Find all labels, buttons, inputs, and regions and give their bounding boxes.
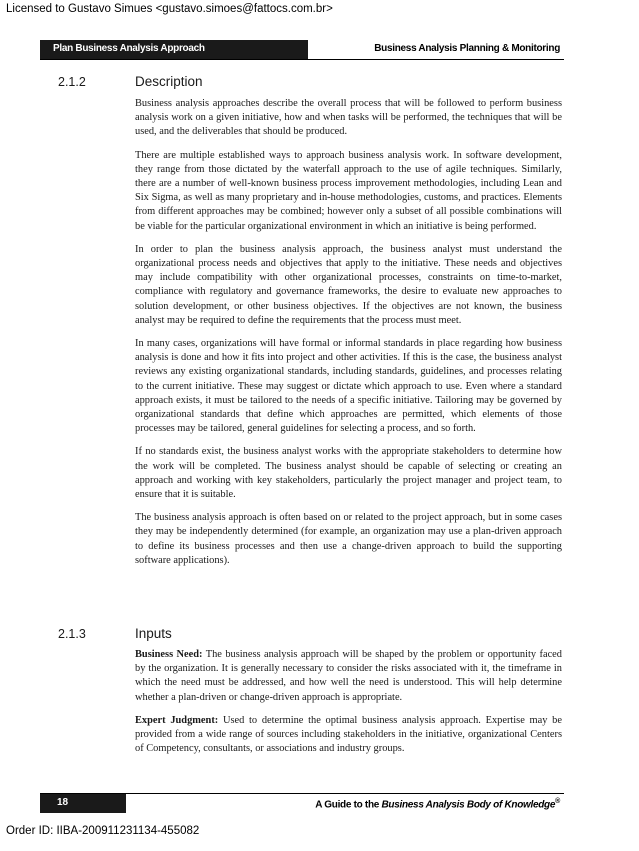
license-line: Licensed to Gustavo Simues <gustavo.simoes@fattocs.com.br> <box>6 3 333 15</box>
footer-title: Business Analysis Body of Knowledge <box>381 799 556 811</box>
section-number: 2.1.3 <box>58 627 86 641</box>
input-term: Expert Judgment: <box>135 714 219 726</box>
paragraph: There are multiple established ways to approach business analysis work. In software development, they range from those dictated by the waterfall approach to the use of agile techniques. Similarly, there are a number of well-known business process improvement methodologies, including Lean and Six Sigma, as well as many proprietary and in-house methodologies, customs, and practices. Elements from different approaches may be combined; however only a subset of all possible combinations will be viable for the particular organizational environment in which an initiative is being performed. <box>135 149 562 232</box>
page-header <box>40 40 564 60</box>
input-item <box>135 714 562 757</box>
page-number: 18 <box>57 797 69 808</box>
input-text: The business analysis approach will be shaped by the problem or opportunity faced by the organization. It is generally necessary to consider the risks associated with it, the timeframe in which the need must be addressed, and how well the need is understood. This will help determine whether a plan-driven or change-driven approach is appropriate. <box>135 649 562 703</box>
paragraph: If no standards exist, the business analyst works with the appropriate stakeholders to determine how the work will be completed. The business analyst should be capable of selecting or creating an approach and working with key stakeholders, particularly the project manager and project team, to ensure that it is suitable. <box>135 446 562 501</box>
section-title: Inputs <box>135 626 172 641</box>
footer-block <box>40 794 126 813</box>
registered-mark: ® <box>555 798 560 805</box>
order-id-line: Order ID: IIBA-200911231134-455082 <box>6 825 200 837</box>
paragraph: In order to plan the business analysis approach, the business analyst must understand the organizational process needs and objectives that apply to the initiative. These needs and objectives may include compatibility with other organizational processes, constraints on time-to-market, compliance with regulatory and governance frameworks, the desire to evaluate new approaches to solution development, or other business objectives. If the objectives are not known, the business analyst may be required to define the requirements that the process must meet. <box>135 243 562 326</box>
paragraph: The business analysis approach is often based on or related to the project approach, but in some cases they may be independently determined (for example, an organization may use a plan-driven approach to define its business processes and then use a change-driven approach to build the supporting software applications). <box>135 512 562 566</box>
inputs-body <box>135 648 562 765</box>
input-text: Used to determine the optimal business analysis approach. Expertise may be provided from a wide range of sources including stakeholders in the initiative, organizational Centers of Competency, consultants, or associations and industry groups. <box>135 714 562 755</box>
header-chapter-title: Plan Business Analysis Approach <box>53 43 205 54</box>
header-block <box>40 40 308 59</box>
page-footer <box>40 793 564 813</box>
input-item <box>135 648 562 705</box>
input-term: Business Need: <box>135 649 203 660</box>
section-number: 2.1.2 <box>58 75 86 89</box>
paragraph: Business analysis approaches describe the overall process that will be followed to perform business analysis work on a given initiative, how and when tasks will be performed, the techniques that will be used, and the deliverables that should be produced. <box>135 98 562 138</box>
footer-prefix: A Guide to the <box>315 799 382 811</box>
footer-book-title <box>315 798 560 810</box>
paragraph: In many cases, organizations will have formal or informal standards in place regarding how business analysis is done and how it fits into project and other activities. If this is the case, the business analyst reviews any existing organizational standards, including standards, guidelines, and processes relating to the current initiative. These may suggest or dictate which approach to use. Even where a standard approach exists, it must be tailored to the needs of a specific initiative. Tailoring may be governed by organizational standards that define which approaches are permitted, which elements of those processes may be tailored, general guidelines for selecting a process, and so forth. <box>135 338 562 435</box>
description-body <box>135 97 562 577</box>
section-title: Description <box>135 74 203 89</box>
header-knowledge-area: Business Analysis Planning & Monitoring <box>374 43 560 54</box>
